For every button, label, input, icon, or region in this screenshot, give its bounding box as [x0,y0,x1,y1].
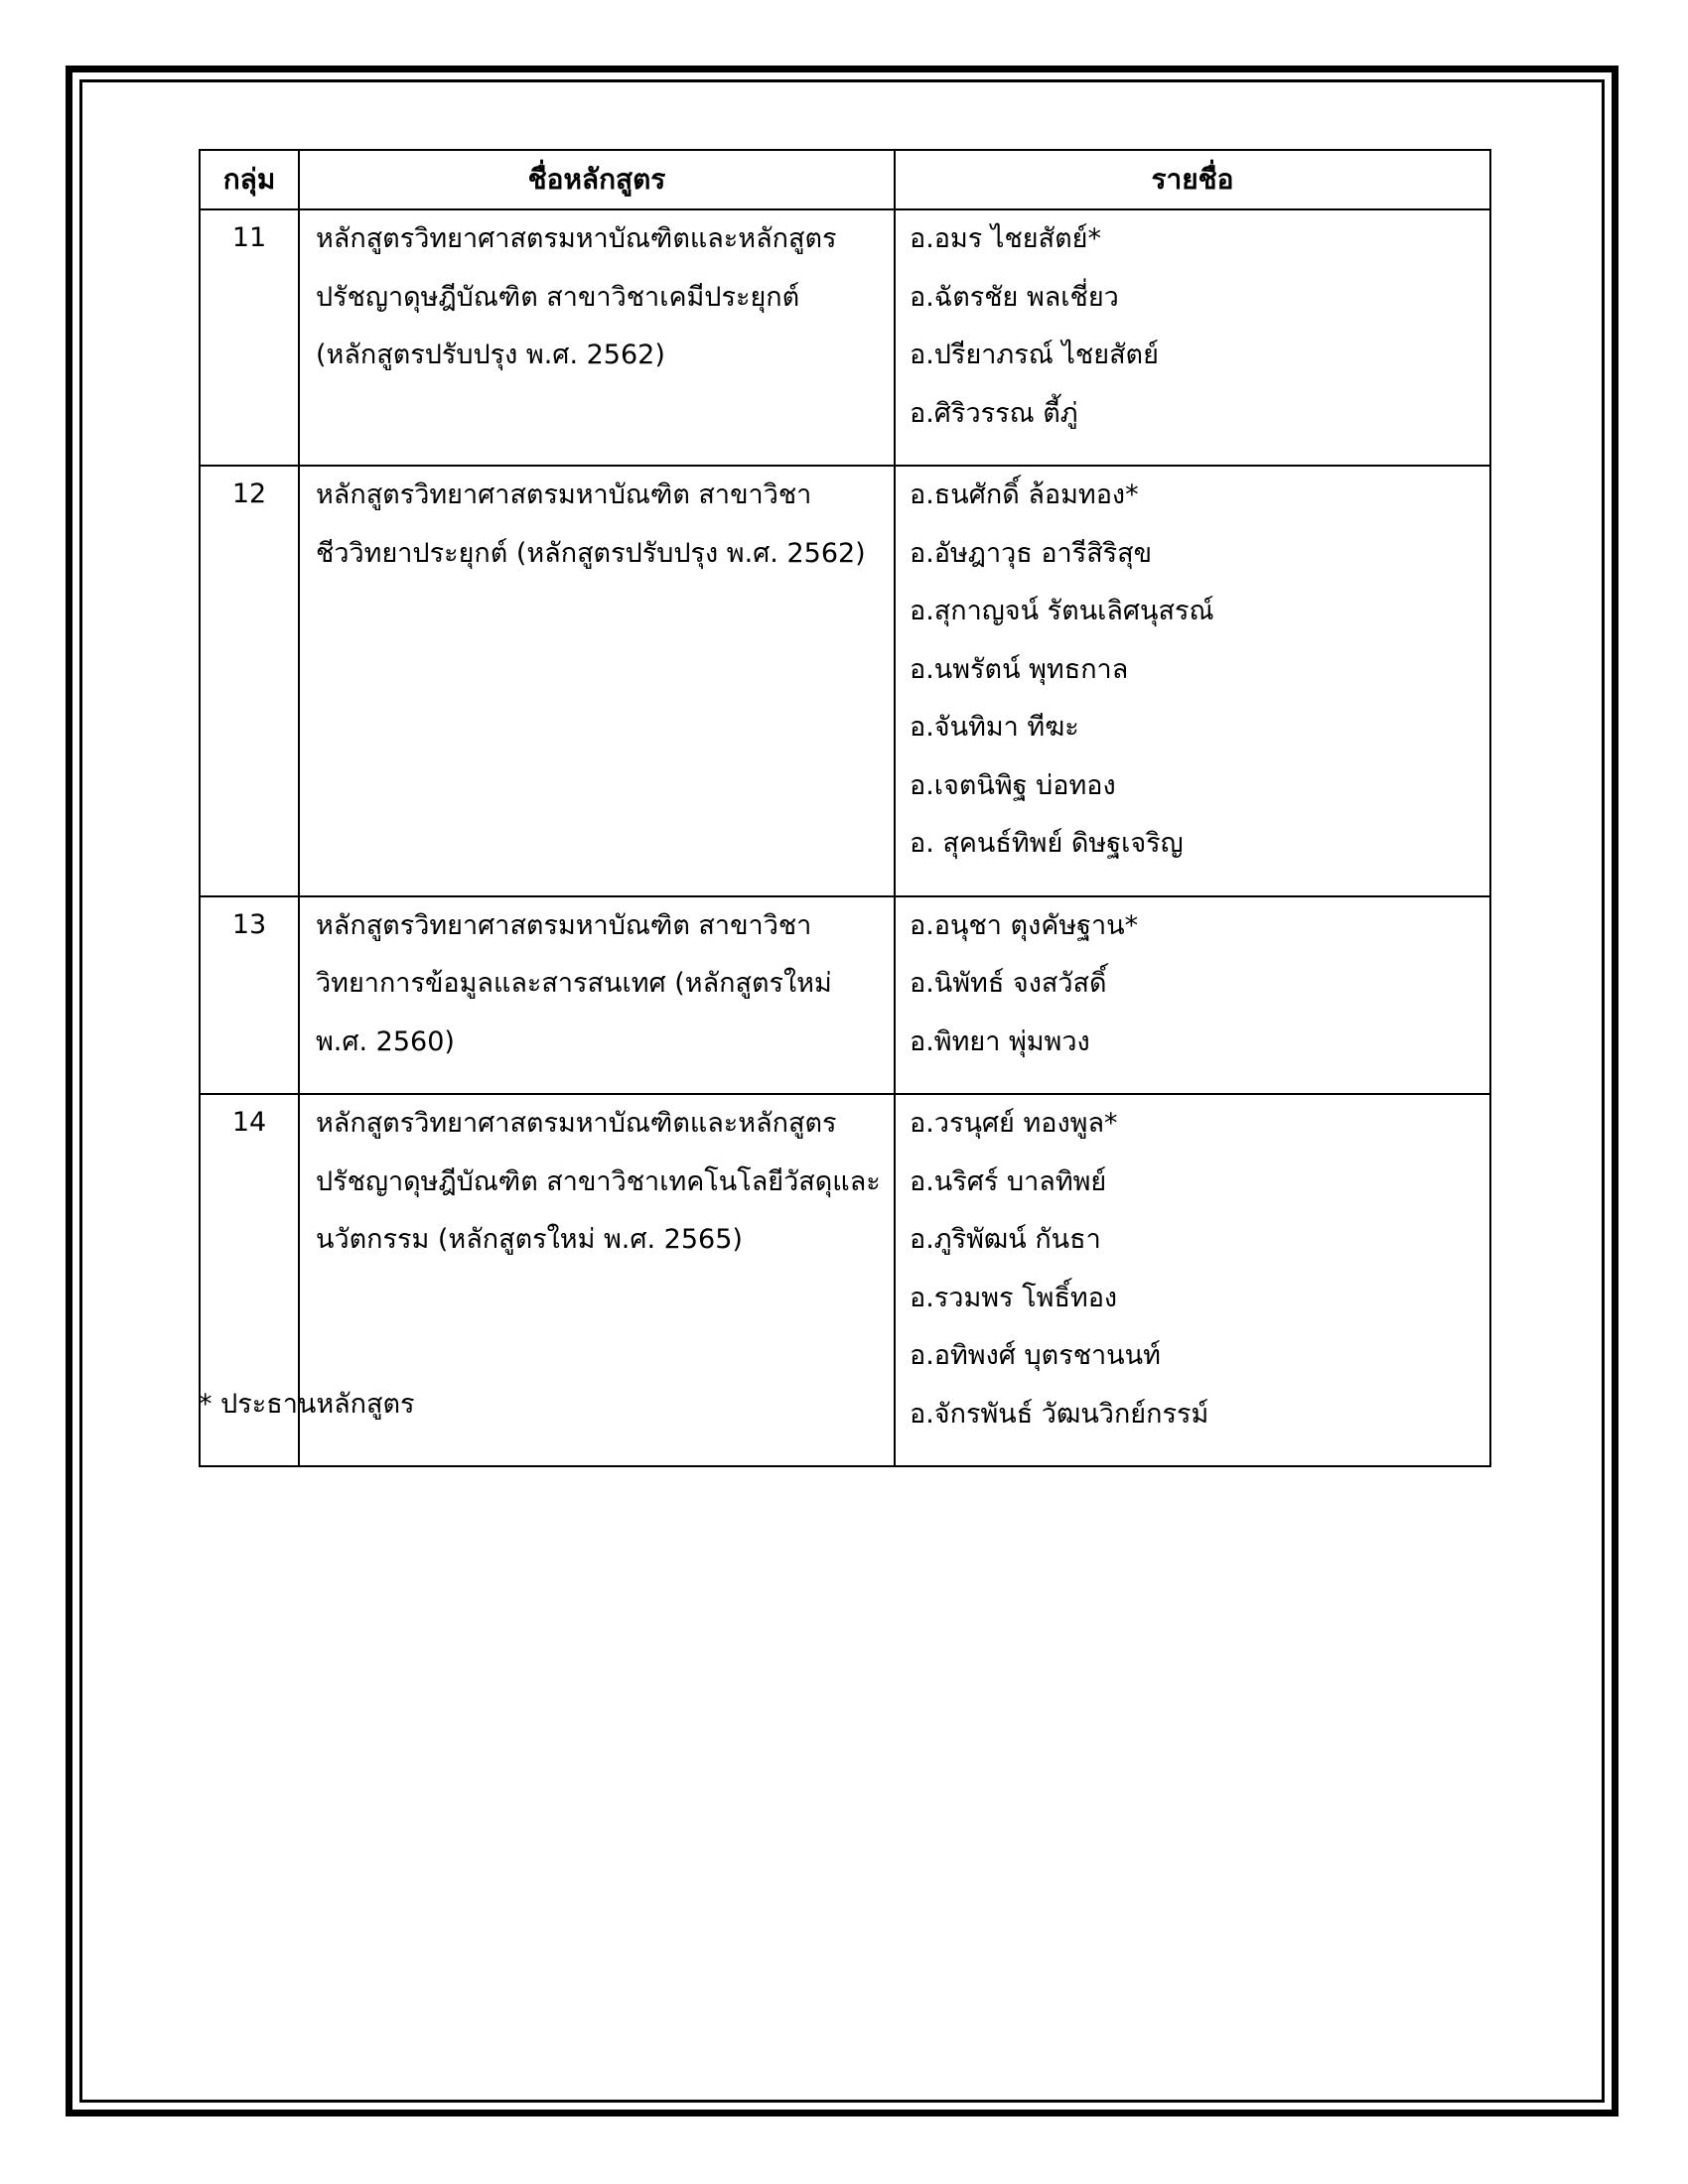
program-line: (หลักสูตรปรับปรุง พ.ศ. 2562) [316,340,665,370]
table-row [200,896,1490,1095]
group-number: 12 [200,466,299,896]
group-number: 11 [200,209,299,466]
header-group: กลุ่ม [200,150,299,209]
member-name: อ.สุกาญจน์ รัตนเลิศนุสรณ์ [910,596,1214,626]
program-line: ปรัชญาดุษฎีบัณฑิต สาขาวิชาเคมีประยุกต์ [316,281,800,313]
member-name: อ.อนุชา ตุงคัษฐาน* [910,909,1139,941]
program-name [299,896,895,1095]
program-name [299,209,895,466]
member-name: อ.พิทยา พุ่มพวง [910,1025,1090,1057]
program-name [299,466,895,896]
member-list [895,896,1490,1095]
member-name: อ.จักรพันธ์ วัฒนวิกย์กรรม์ [910,1398,1209,1430]
member-name: อ.ฉัตรชัย พลเชี่ยว [910,281,1119,313]
member-name: อ.อัษฎาวุธ อารีสิริสุข [910,537,1153,569]
group-number: 14 [200,1094,299,1466]
table-row [200,466,1490,896]
header-members: รายชื่อ [895,150,1490,209]
program-line: นวัตกรรม (หลักสูตรใหม่ พ.ศ. 2565) [316,1224,743,1255]
group-number: 13 [200,896,299,1095]
program-line: หลักสูตรวิทยาศาสตรมหาบัณฑิตและหลักสูตร [316,1108,837,1139]
member-name: อ.ภูริพัฒน์ กันธา [910,1224,1101,1255]
member-list [895,1094,1490,1466]
member-name: อ. สุคนธ์ทิพย์ ดิษฐเจริญ [910,828,1184,859]
program-line: ชีววิทยาประยุกต์ (หลักสูตรปรับปรุง พ.ศ. 2562) [316,537,866,569]
program-line: หลักสูตรวิทยาศาสตรมหาบัณฑิต สาขาวิชา [316,479,812,510]
member-list [895,466,1490,896]
program-line: หลักสูตรวิทยาศาสตรมหาบัณฑิตและหลักสูตร [316,223,837,254]
program-line: ปรัชญาดุษฎีบัณฑิต สาขาวิชาเทคโนโลยีวัสดุและ [316,1165,881,1197]
header-program: ชื่อหลักสูตร [299,150,895,209]
member-name: อ.ศิริวรรณ ตี้ภู่ [910,397,1078,429]
member-name: อ.อทิพงศ์ บุตรชานนท์ [910,1340,1161,1371]
member-name: อ.เจตนิพิฐ บ่อทอง [910,769,1116,801]
member-name: อ.นิพัทธ์ จงสวัสดิ์ [910,968,1107,999]
footnote: * ประธานหลักสูตร [199,1389,415,1420]
table-row [200,209,1490,466]
program-line: หลักสูตรวิทยาศาสตรมหาบัณฑิต สาขาวิชา [316,909,812,941]
member-name: อ.ธนศักดิ์ ล้อมทอง* [910,479,1139,510]
member-name: อ.นพรัตน์ พุทธกาล [910,653,1129,685]
program-line: พ.ศ. 2560) [316,1025,455,1057]
member-name: อ.จันทิมา ทีฆะ [910,712,1079,743]
member-name: อ.รวมพร โพธิ์ทอง [910,1282,1118,1313]
table-header-row [200,150,1490,209]
program-committee-table [199,149,1491,1467]
member-list [895,209,1490,466]
member-name: อ.อมร ไชยสัตย์* [910,223,1101,254]
member-name: อ.ปรียาภรณ์ ไชยสัตย์ [910,340,1159,370]
member-name: อ.นริศร์ บาลทิพย์ [910,1165,1107,1197]
program-line: วิทยาการข้อมูลและสารสนเทศ (หลักสูตรใหม่ [316,968,832,999]
member-name: อ.วรนุศย์ ทองพูล* [910,1108,1118,1139]
